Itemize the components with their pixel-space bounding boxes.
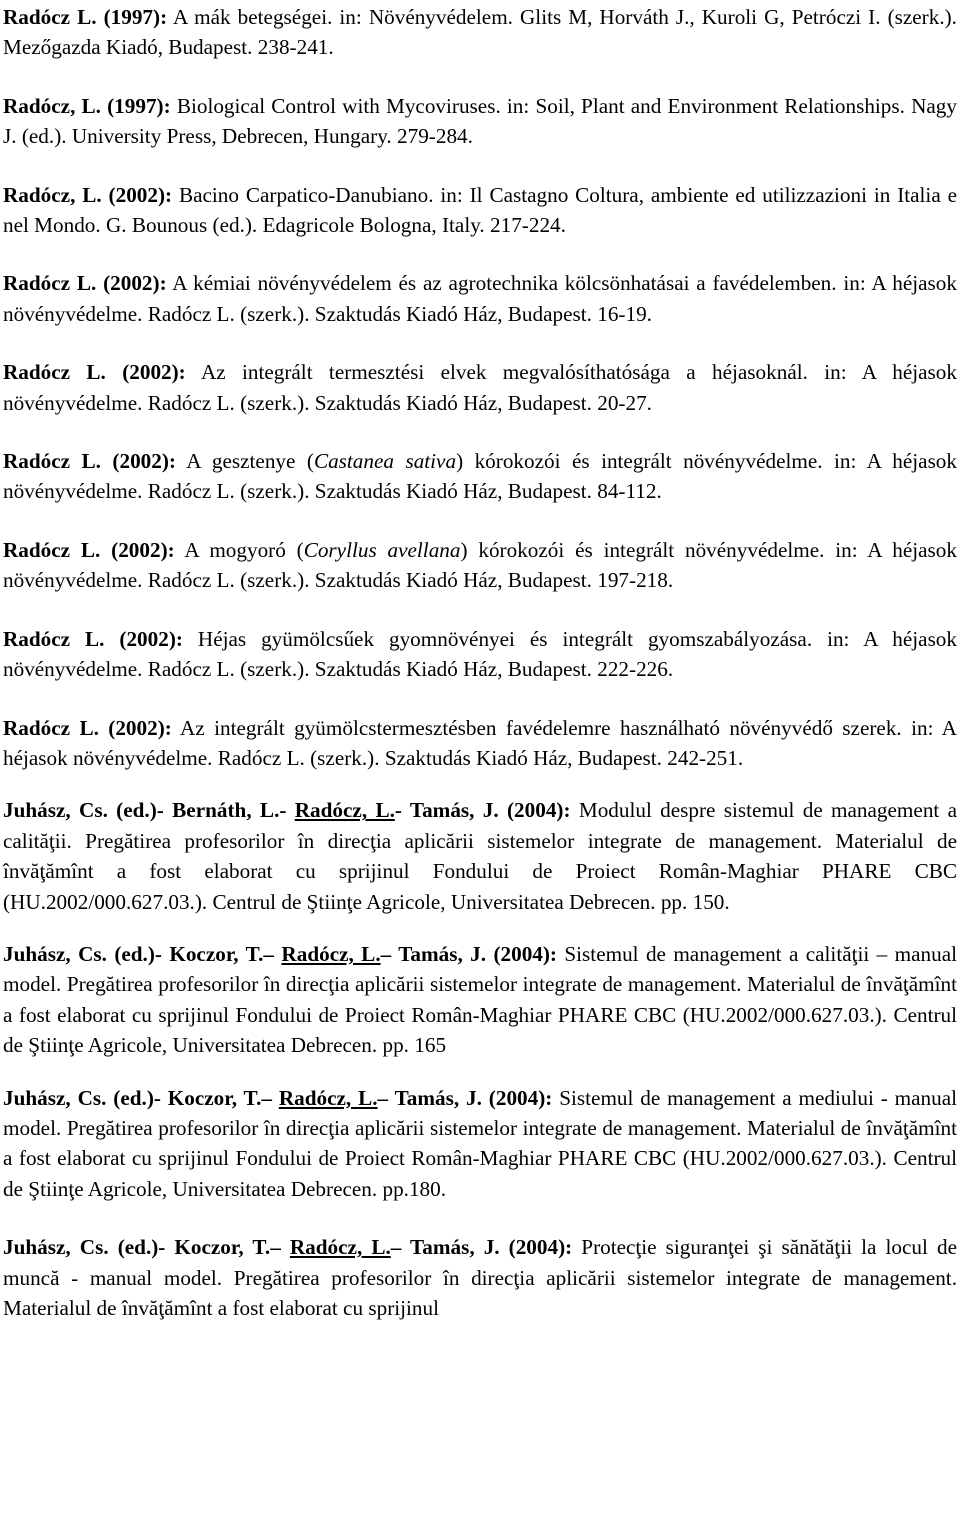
reference-entry <box>3 446 957 507</box>
reference-entry <box>3 535 957 596</box>
species-name: Coryllus avellana <box>303 537 461 562</box>
author-highlight: Radócz, L. <box>281 941 381 966</box>
reference-author: Radócz L. (2002): <box>3 449 176 474</box>
reference-author: Radócz L. (2002): <box>3 537 175 562</box>
reference-author: Radócz L. (1997): <box>3 5 168 29</box>
reference-text: A gesztenye ( <box>186 449 314 474</box>
reference-author <box>3 798 571 822</box>
reference-entry <box>3 624 957 685</box>
reference-text: A mák betegségei. in: Növényvédelem. Glits M, Horváth J., Kuroli G, Petróczi I. (szerk.). Mezőgazda Kiadó, Budapest. 238-241. <box>3 5 957 60</box>
reference-entry <box>3 713 957 774</box>
reference-text: Bacino Carpatico-Danubiano. in: Il Castagno Coltura, ambiente ed utilizzazioni in Italia e nel Mondo. G. Bounous (ed.). Edagricole Bologna, Italy. 217-224. <box>3 182 957 238</box>
reference-author: Radócz L. (2002): <box>3 626 183 651</box>
reference-entry <box>3 1083 957 1205</box>
author-names: Juhász, Cs. (ed.)- Bernáth, L.- <box>3 798 287 823</box>
reference-author: Radócz, L. (2002): <box>3 182 173 207</box>
reference-entry <box>3 1232 957 1323</box>
reference-text: Modulul despre sistemul de management a calităţii. Pregătirea profesorilor în direcţia aplicării sistemelor integrate de management. Materialul de învăţămînt a fost elaborat cu sprijinul Fondului de Proiect Român-Maghiar PHARE CBC (HU.2002/000.627.03.). Centrul de Ştiinţe Agricole, Universitatea Debrecen. pp. 150. <box>3 798 958 914</box>
reference-author: Radócz L. (2002): <box>3 715 172 740</box>
author-names: Juhász, Cs. (ed.)- Koczor, T.– <box>3 1235 281 1260</box>
reference-text: A kémiai növényvédelem és az agrotechnika kölcsönhatásai a favédelemben. in: A héjasok növényvédelme. Radócz L. (szerk.). Szaktudás Kiadó Ház, Budapest. 16-19. <box>3 271 957 326</box>
author-names: – Tamás, J. (2004): <box>380 941 557 966</box>
reference-author: Radócz, L. (1997): <box>3 93 171 118</box>
author-names: Juhász, Cs. (ed.)- Koczor, T.– <box>3 1085 272 1110</box>
reference-author <box>3 942 557 966</box>
reference-text: ) kórokozói és integrált növényvédelme. in: A héjasok növényvédelme. Radócz L. (szerk.). Szaktudás Kiadó Ház, Budapest. 197-218. <box>3 537 957 593</box>
reference-author <box>3 1235 572 1259</box>
author-highlight: Radócz, L. <box>289 1235 391 1260</box>
reference-text: Biological Control with Mycoviruses. in: Soil, Plant and Environment Relationships. Nagy J. (ed.). University Press, Debrecen, Hungary. 279-284. <box>3 93 957 149</box>
reference-text: Sistemul de management a mediului - manual model. Pregătirea profesorilor în direcţia aplicării sistemelor integrate de management. Materialul de învăţămînt a fost elaborat cu sprijinul Fondului de Proiect Român-Maghiar PHARE CBC (HU.2002/000.627.03.). Centrul de Ştiinţe Agricole, Universitatea Debrecen. pp.180. <box>3 1085 958 1201</box>
author-names: – Tamás, J. (2004): <box>377 1085 553 1110</box>
reference-text: Az integrált termesztési elvek megvalósíthatósága a héjasoknál. in: A héjasok növényvédelme. Radócz L. (szerk.). Szaktudás Kiadó Ház, Budapest. 20-27. <box>3 360 957 415</box>
reference-text: Protecţie siguranţei şi sănătăţii la locul de muncă - manual model. Pregătirea profesorilor în direcţia aplicării sistemelor integrate de management. Materialul de învăţămînt a fost elaborat cu sprijinul <box>3 1235 957 1320</box>
reference-text: Az integrált gyümölcstermesztésben favédelemre használható növényvédő szerek. in: A héjasok növényvédelme. Radócz L. (szerk.). Szaktudás Kiadó Ház, Budapest. 242-251. <box>3 715 957 770</box>
author-highlight: Radócz, L. <box>294 798 395 823</box>
reference-entry <box>3 357 957 418</box>
reference-entry <box>3 268 957 329</box>
reference-list <box>3 2 957 1351</box>
reference-author: Radócz L. (2002): <box>3 271 167 296</box>
author-names: Juhász, Cs. (ed.)- Koczor, T.– <box>3 941 275 966</box>
reference-text: Sistemul de management a calităţii – manual model. Pregătirea profesorilor în direcţia aplicării sistemelor integrate de management. Materialul de învăţămînt a fost elaborat cu sprijinul Fondului de Proiect Român-Maghiar PHARE CBC (HU.2002/000.627.03.). Centrul de Ştiinţe Agricole, Universitatea Debrecen. pp. 165 <box>3 941 957 1058</box>
reference-text: A mogyoró ( <box>184 537 304 562</box>
reference-author <box>3 1086 552 1110</box>
author-names: - Tamás, J. (2004): <box>394 798 571 823</box>
reference-entry <box>3 939 957 1061</box>
species-name: Castanea sativa <box>313 449 457 474</box>
reference-entry <box>3 2 957 63</box>
reference-entry <box>3 795 957 917</box>
reference-entry <box>3 91 957 152</box>
author-highlight: Radócz, L. <box>278 1085 378 1110</box>
reference-entry <box>3 180 957 241</box>
reference-text: Héjas gyümölcsűek gyomnövényei és integrált gyomszabályozása. in: A héjasok növényvédelme. Radócz L. (szerk.). Szaktudás Kiadó Ház, Budapest. 222-226. <box>3 626 957 682</box>
reference-author: Radócz L. (2002): <box>3 360 186 385</box>
author-names: – Tamás, J. (2004): <box>390 1235 573 1260</box>
reference-text: ) kórokozói és integrált növényvédelme. in: A héjasok növényvédelme. Radócz L. (szerk.). Szaktudás Kiadó Ház, Budapest. 84-112. <box>3 449 957 504</box>
